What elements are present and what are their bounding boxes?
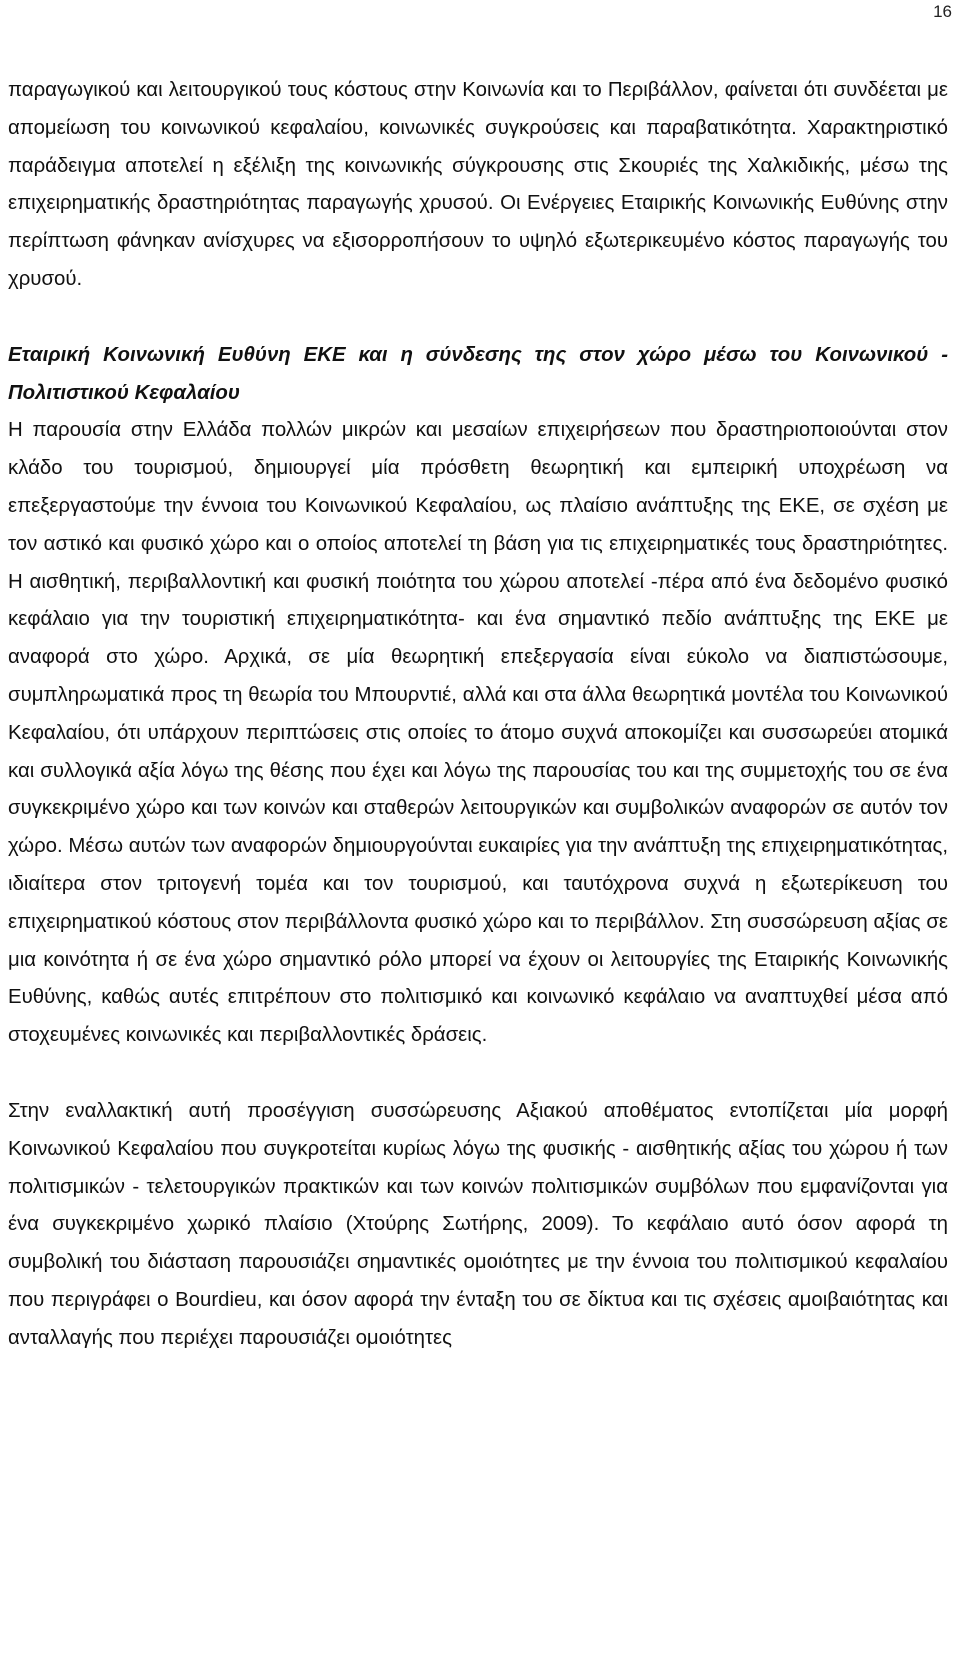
- body-paragraph-1: Η παρουσία στην Ελλάδα πολλών μικρών και μεσαίων επιχειρήσεων που δραστηριοποιούνται στον κλάδο του τουρισμού, δημιουργεί μία πρόσθετη θεωρητική και εμπειρική υποχρέωση να επεξεργαστούμε την έννοια του Κοινωνικού Κεφαλαίου, ως πλαίσιο ανάπτυξης της ΕΚΕ, σε σχέση με τον αστικό και φυσικό χώρο και ο οποίος αποτελεί τη βάση για τις επιχειρηματικές τους δραστηριότητες. Η αισθητική, περιβαλλοντική και φυσική ποιότητα του χώρου αποτελεί -πέρα από ένα δεδομένο φυσικό κεφάλαιο για την τουριστική επιχειρηματικότητα- και ένα σημαντικό πεδίο ανάπτυξης της ΕΚΕ με αναφορά στο χώρο. Αρχικά, σε μία θεωρητική επεξεργασία είναι εύκολο να διαπιστώσουμε, συμπληρωματικά προς τη θεωρία του Μπουρντιέ, αλλά και στα άλλα θεωρητικά μοντέλα του Κοινωνικού Κεφαλαίου, ότι υπάρχουν περιπτώσεις στις οποίες το άτομο συχνά αποκομίζει και συσσωρεύει ατομικά και συλλογικά αξία λόγω της θέσης που έχει και λόγω της παρουσίας του και της συμμετοχής του σε ένα συγκεκριμένο χώρο και των κοινών και σταθερών λειτουργικών και συμβολικών αναφορών σε αυτόν τον χώρο. Μέσω αυτών των αναφορών δημιουργούνται ευκαιρίες για την ανάπτυξη της επιχειρηματικότητας, ιδιαίτερα στον τριτογενή τομέα και τον τουρισμού, και ταυτόχρονα συχνά η εξωτερίκευση του επιχειρηματικού κόστους στον περιβάλλοντα φυσικό χώρο και το περιβάλλον. Στη συσσώρευση αξίας σε μια κοινότητα ή σε ένα χώρο σημαντικό ρόλο μπορεί να έχουν οι λειτουργίες της Εταιρικής Κοινωνικής Ευθύνης, καθώς αυτές επιτρέπουν στο πολιτισμικό και κοινωνικό κεφάλαιο να αναπτυχθεί μέσα από στοχευμένες κοινωνικές και περιβαλλοντικές δράσεις.: [8, 419, 948, 1047]
- intro-paragraph: παραγωγικού και λειτουργικού τους κόστους στην Κοινωνία και το Περιβάλλον, φαίνεται ότι συνδέεται με απομείωση του κοινωνικού κεφαλαίου, κοινωνικές συγκρούσεις και παραβατικότητα. Χαρακτηριστικό παράδειγμα αποτελεί η εξέλιξη της κοινωνικής σύγκρουσης στις Σκουριές της Χαλκιδικής, μέσω της επιχειρηματικής δραστηριότητας παραγωγής χρυσού. Οι Ενέργειες Εταιρικής Κοινωνικής Ευθύνης στην περίπτωση φάνηκαν ανίσχυρες να εξισορροπήσουν το υψηλό εξωτερικευμένο κόστος παραγωγής του χρυσού.: [8, 79, 948, 290]
- page-number: 16: [933, 2, 952, 21]
- document-body: [8, 72, 948, 1358]
- section-heading: Εταιρική Κοινωνική Ευθύνη ΕΚΕ και η σύνδεσης της στον χώρο μέσω του Κοινωνικού - Πολιτιστικού Κεφαλαίου: [8, 343, 948, 404]
- body-paragraph-2: Στην εναλλακτική αυτή προσέγγιση συσσώρευσης Αξιακού αποθέματος εντοπίζεται μία μορφή Κοινωνικού Κεφαλαίου που συγκροτείται κυρίως λόγω της φυσικής - αισθητικής αξίας του χώρου ή των πολιτισμικών - τελετουργικών πρακτικών και των κοινών πολιτισμικών συμβόλων που εμφανίζονται για ένα συγκεκριμένο χωρικό πλαίσιο (Χτούρης Σωτήρης, 2009). Το κεφάλαιο αυτό όσον αφορά τη συμβολική του διάσταση παρουσιάζει σημαντικές ομοιότητες με την έννοια του πολιτισμικού κεφαλαίου που περιγράφει ο Bourdieu, και όσον αφορά την ένταξη του σε δίκτυα και τις σχέσεις αμοιβαιότητας και ανταλλαγής που περιέχει παρουσιάζει ομοιότητες: [8, 1099, 948, 1349]
- paragraph-spacer: [8, 1055, 948, 1093]
